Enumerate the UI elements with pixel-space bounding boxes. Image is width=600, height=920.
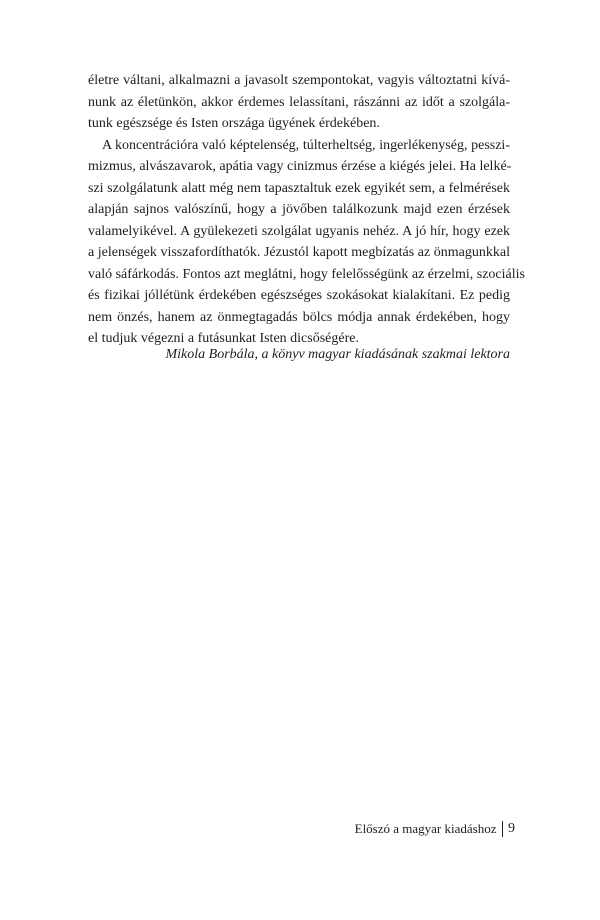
paragraph-2 xyxy=(88,135,525,350)
text-line: alapján sajnos valószínű, hogy a jövőben találkozunk majd ezen érzések xyxy=(88,202,510,217)
running-title: Előszó a magyar kiadáshoz xyxy=(354,821,497,836)
text-line: nem önzés, hanem az önmegtagadás bölcs módja annak érdekében, hogy xyxy=(88,309,510,325)
text-line: szi szolgálatunk alatt még nem tapasztaltuk ezek egyikét sem, a felmérések xyxy=(88,180,510,196)
author-signature: Mikola Borbála, a könyv magyar kiadásának szakmai lektora xyxy=(165,347,510,362)
paragraph-1 xyxy=(88,70,510,135)
text-line: mizmus, alvászavarok, apátia vagy cinizmus érzése a kiégés jelei. Ha lelké- xyxy=(88,159,512,174)
text-line: el tudjuk végezni a futásunkat Isten dicsőségére. xyxy=(88,331,359,346)
text-line: és fizikai jóllétünk érdekében egészséges szokásokat kialakítani. Ez pedig xyxy=(88,288,510,303)
page-number: 9 xyxy=(508,821,515,836)
text-line: valamelyikével. A gyülekezeti szolgálat ugyanis nehéz. A jó hír, hogy ezek xyxy=(88,223,510,239)
body-text xyxy=(88,70,525,350)
text-line: való sáfárkodás. Fontos azt meglátni, hogy felelősségünk az érzelmi, szociális xyxy=(88,266,525,282)
text-line: a jelenségek visszafordíthatók. Jézustól kapott megbízatás az önmagunkkal xyxy=(88,245,510,260)
page-footer xyxy=(355,819,515,839)
text-line: tunk egészsége és Isten országa ügyének érdekében. xyxy=(88,116,380,131)
text-line: nunk az életünkön, akkor érdemes lelassítani, rászánni az időt a szolgála- xyxy=(88,94,510,110)
text-line: életre váltani, alkalmazni a javasolt szempontokat, vagyis változtatni kívá- xyxy=(88,73,510,88)
text-line: A koncentrációra való képtelenség, túlterheltség, ingerlékenység, pesszi- xyxy=(102,137,510,153)
